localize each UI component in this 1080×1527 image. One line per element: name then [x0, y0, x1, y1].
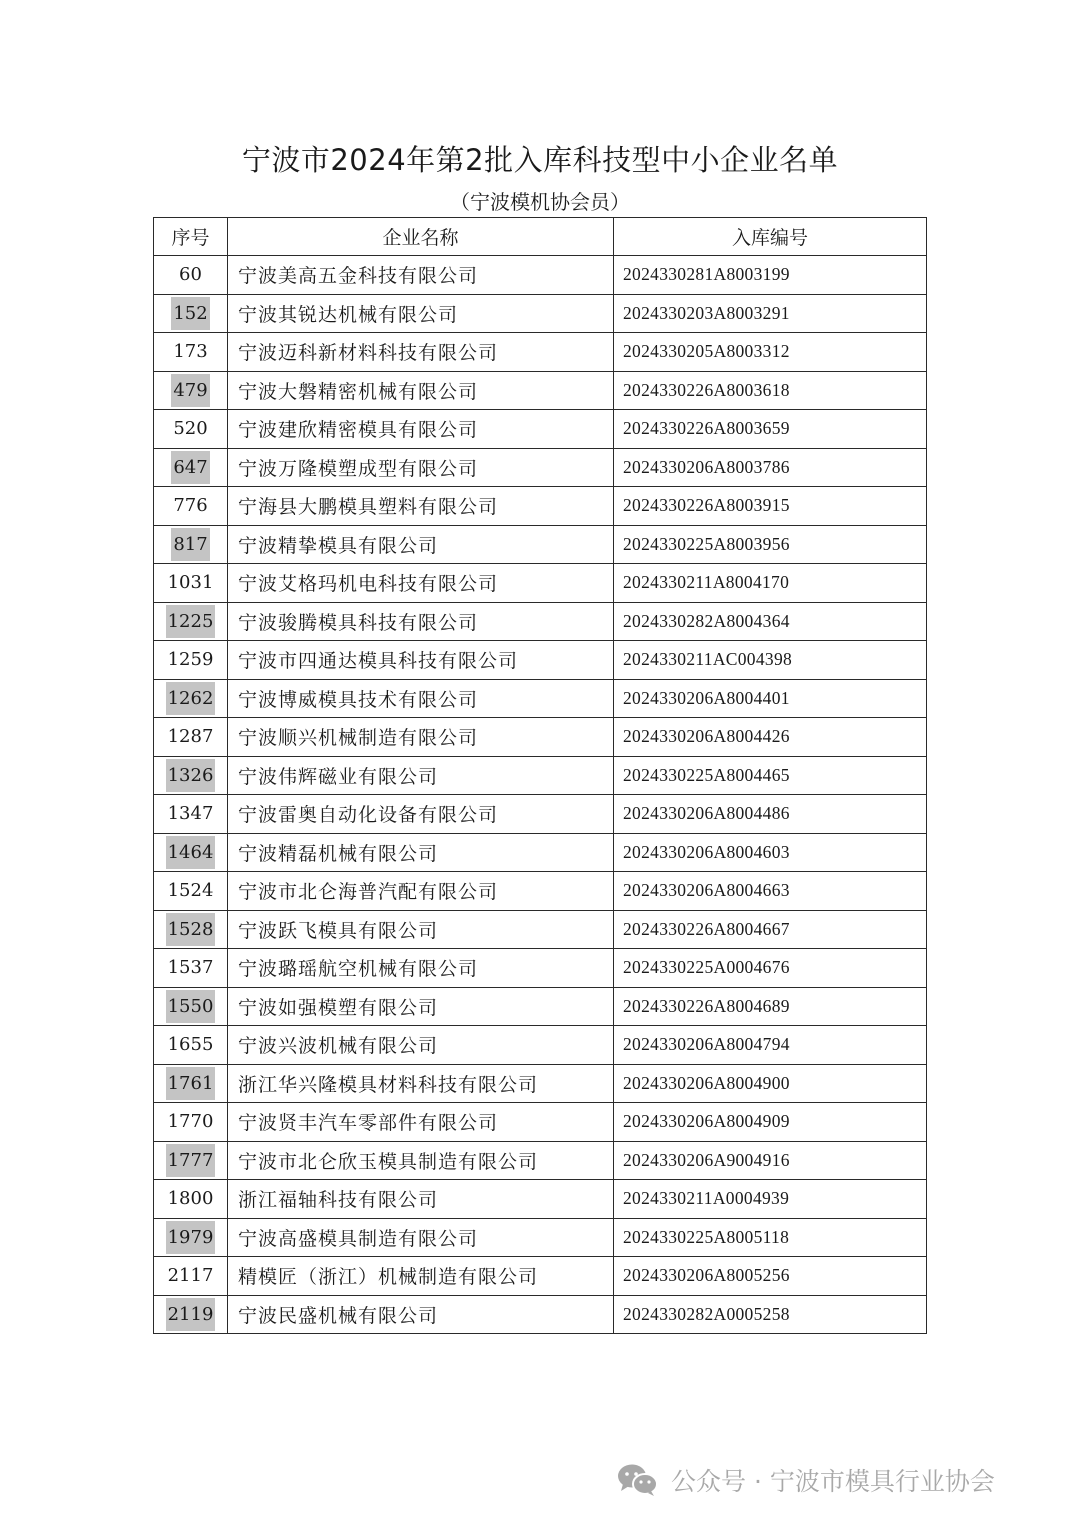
serial-no-cell: [154, 1257, 228, 1296]
registry-code: 2024330206A8004900: [614, 1064, 927, 1103]
serial-no-cell: [154, 1103, 228, 1142]
company-name: 宁波市北仑海普汽配有限公司: [228, 872, 614, 911]
serial-no-cell: [154, 333, 228, 372]
serial-no-cell: [154, 679, 228, 718]
company-name: 宁波伟辉磁业有限公司: [228, 756, 614, 795]
table-row: [154, 1103, 927, 1142]
registry-code: 2024330282A0005258: [614, 1295, 927, 1334]
table-row: [154, 371, 927, 410]
table-row: [154, 1295, 927, 1334]
registry-code: 2024330206A8004909: [614, 1103, 927, 1142]
table-row: [154, 333, 927, 372]
serial-no-cell: [154, 1180, 228, 1219]
serial-no: 1259: [167, 649, 214, 671]
serial-no: 1326: [166, 759, 216, 792]
serial-no: 1770: [167, 1111, 214, 1133]
company-name: 宁波市四通达模具科技有限公司: [228, 641, 614, 680]
company-name: 宁波其锐达机械有限公司: [228, 294, 614, 333]
serial-no: 152: [171, 297, 209, 330]
registry-code: 2024330211A0004939: [614, 1180, 927, 1219]
serial-no: 1347: [167, 803, 214, 825]
table-row: [154, 910, 927, 949]
company-name: 宁波精磊机械有限公司: [228, 833, 614, 872]
company-name: 宁波顺兴机械制造有限公司: [228, 718, 614, 757]
serial-no: 1979: [166, 1221, 216, 1254]
registry-code: 2024330211A8004170: [614, 564, 927, 603]
table-row: [154, 1064, 927, 1103]
serial-no: 2117: [167, 1265, 214, 1287]
serial-no: 2119: [166, 1298, 216, 1331]
serial-no-cell: [154, 371, 228, 410]
registry-code: 2024330225A0004676: [614, 949, 927, 988]
header-registry-code: 入库编号: [614, 218, 927, 256]
serial-no-cell: [154, 756, 228, 795]
table-row: [154, 564, 927, 603]
serial-no: 1800: [167, 1188, 214, 1210]
serial-no-cell: [154, 1295, 228, 1334]
serial-no: 1655: [167, 1034, 214, 1056]
table-row: [154, 872, 927, 911]
serial-no: 1225: [166, 605, 216, 638]
table-row: [154, 525, 927, 564]
table-row: [154, 487, 927, 526]
serial-no: 60: [179, 264, 202, 286]
company-name: 宁波博威模具技术有限公司: [228, 679, 614, 718]
table-row: [154, 410, 927, 449]
serial-no-cell: [154, 718, 228, 757]
serial-no-cell: [154, 910, 228, 949]
registry-code: 2024330206A9004916: [614, 1141, 927, 1180]
registry-code: 2024330282A8004364: [614, 602, 927, 641]
serial-no-cell: [154, 448, 228, 487]
serial-no-cell: [154, 1141, 228, 1180]
document-title: 宁波市2024年第2批入库科技型中小企业名单: [241, 143, 839, 177]
serial-no-cell: [154, 410, 228, 449]
serial-no: 1761: [166, 1067, 216, 1100]
wechat-icon: [617, 1463, 659, 1497]
serial-no: 173: [173, 341, 208, 363]
serial-no-cell: [154, 641, 228, 680]
company-name: 宁波跃飞模具有限公司: [228, 910, 614, 949]
serial-no-cell: [154, 987, 228, 1026]
serial-no-cell: [154, 525, 228, 564]
table-row: [154, 679, 927, 718]
registry-code: 2024330206A8003786: [614, 448, 927, 487]
table-row: [154, 294, 927, 333]
company-name: 精模匠（浙江）机械制造有限公司: [228, 1257, 614, 1296]
serial-no-cell: [154, 795, 228, 834]
company-name: 宁波建欣精密模具有限公司: [228, 410, 614, 449]
table-row: [154, 718, 927, 757]
company-name: 宁波美高五金科技有限公司: [228, 256, 614, 295]
table-row: [154, 1141, 927, 1180]
table-row: [154, 756, 927, 795]
serial-no: 1528: [166, 913, 216, 946]
serial-no-cell: [154, 872, 228, 911]
table-row: [154, 602, 927, 641]
company-name: 宁波迈科新材料科技有限公司: [228, 333, 614, 372]
serial-no: 1464: [166, 836, 216, 869]
company-name: 浙江福轴科技有限公司: [228, 1180, 614, 1219]
company-name: 宁波雷奥自动化设备有限公司: [228, 795, 614, 834]
company-name: 宁波精挚模具有限公司: [228, 525, 614, 564]
serial-no: 1537: [167, 957, 214, 979]
registry-code: 2024330206A8004794: [614, 1026, 927, 1065]
wechat-watermark: [617, 1462, 995, 1498]
serial-no-cell: [154, 833, 228, 872]
serial-no: 647: [171, 451, 209, 484]
registry-code: 2024330206A8005256: [614, 1257, 927, 1296]
registry-code: 2024330226A8003915: [614, 487, 927, 526]
serial-no-cell: [154, 564, 228, 603]
serial-no-cell: [154, 949, 228, 988]
registry-code: 2024330206A8004486: [614, 795, 927, 834]
serial-no-cell: [154, 602, 228, 641]
registry-code: 2024330206A8004603: [614, 833, 927, 872]
table-row: [154, 1218, 927, 1257]
registry-code: 2024330226A8003659: [614, 410, 927, 449]
serial-no-cell: [154, 1026, 228, 1065]
company-name: 宁波兴波机械有限公司: [228, 1026, 614, 1065]
serial-no: 1550: [166, 990, 216, 1023]
table-row: [154, 256, 927, 295]
serial-no: 1777: [166, 1144, 216, 1177]
registry-code: 2024330206A8004426: [614, 718, 927, 757]
company-name: 宁波贤丰汽车零部件有限公司: [228, 1103, 614, 1142]
company-name: 宁波高盛模具制造有限公司: [228, 1218, 614, 1257]
serial-no: 1287: [167, 726, 214, 748]
serial-no: 1262: [166, 682, 216, 715]
table-header-row: [154, 218, 927, 256]
enterprise-table: [153, 217, 927, 1334]
table-row: [154, 641, 927, 680]
company-name: 宁波市北仑欣玉模具制造有限公司: [228, 1141, 614, 1180]
table-row: [154, 949, 927, 988]
table-row: [154, 1026, 927, 1065]
registry-code: 2024330225A8004465: [614, 756, 927, 795]
company-name: 浙江华兴隆模具材料科技有限公司: [228, 1064, 614, 1103]
serial-no-cell: [154, 256, 228, 295]
serial-no-cell: [154, 1218, 228, 1257]
company-name: 宁海县大鹏模具塑料有限公司: [228, 487, 614, 526]
registry-code: 2024330225A8003956: [614, 525, 927, 564]
registry-code: 2024330203A8003291: [614, 294, 927, 333]
serial-no: 520: [173, 418, 208, 440]
registry-code: 2024330226A8004667: [614, 910, 927, 949]
table-row: [154, 987, 927, 1026]
company-name: 宁波万隆模塑成型有限公司: [228, 448, 614, 487]
serial-no-cell: [154, 1064, 228, 1103]
document-subtitle: （宁波模机协会员）: [450, 190, 630, 214]
serial-no: 817: [171, 528, 209, 561]
watermark-text: 公众号 · 宁波市模具行业协会: [671, 1467, 995, 1496]
table-row: [154, 448, 927, 487]
registry-code: 2024330211AC004398: [614, 641, 927, 680]
company-name: 宁波璐瑶航空机械有限公司: [228, 949, 614, 988]
table-row: [154, 795, 927, 834]
company-name: 宁波如强模塑有限公司: [228, 987, 614, 1026]
serial-no-cell: [154, 294, 228, 333]
table-row: [154, 833, 927, 872]
company-name: 宁波大磐精密机械有限公司: [228, 371, 614, 410]
registry-code: 2024330206A8004663: [614, 872, 927, 911]
registry-code: 2024330226A8003618: [614, 371, 927, 410]
serial-no: 1031: [167, 572, 214, 594]
serial-no: 1524: [167, 880, 214, 902]
company-name: 宁波艾格玛机电科技有限公司: [228, 564, 614, 603]
serial-no: 479: [171, 374, 209, 407]
company-name: 宁波骏腾模具科技有限公司: [228, 602, 614, 641]
header-company-name: 企业名称: [228, 218, 614, 256]
table-row: [154, 1180, 927, 1219]
registry-code: 2024330281A8003199: [614, 256, 927, 295]
registry-code: 2024330205A8003312: [614, 333, 927, 372]
registry-code: 2024330206A8004401: [614, 679, 927, 718]
header-serial-no: 序号: [154, 218, 228, 256]
serial-no: 776: [173, 495, 208, 517]
serial-no-cell: [154, 487, 228, 526]
table-row: [154, 1257, 927, 1296]
company-name: 宁波民盛机械有限公司: [228, 1295, 614, 1334]
registry-code: 2024330226A8004689: [614, 987, 927, 1026]
registry-code: 2024330225A8005118: [614, 1218, 927, 1257]
